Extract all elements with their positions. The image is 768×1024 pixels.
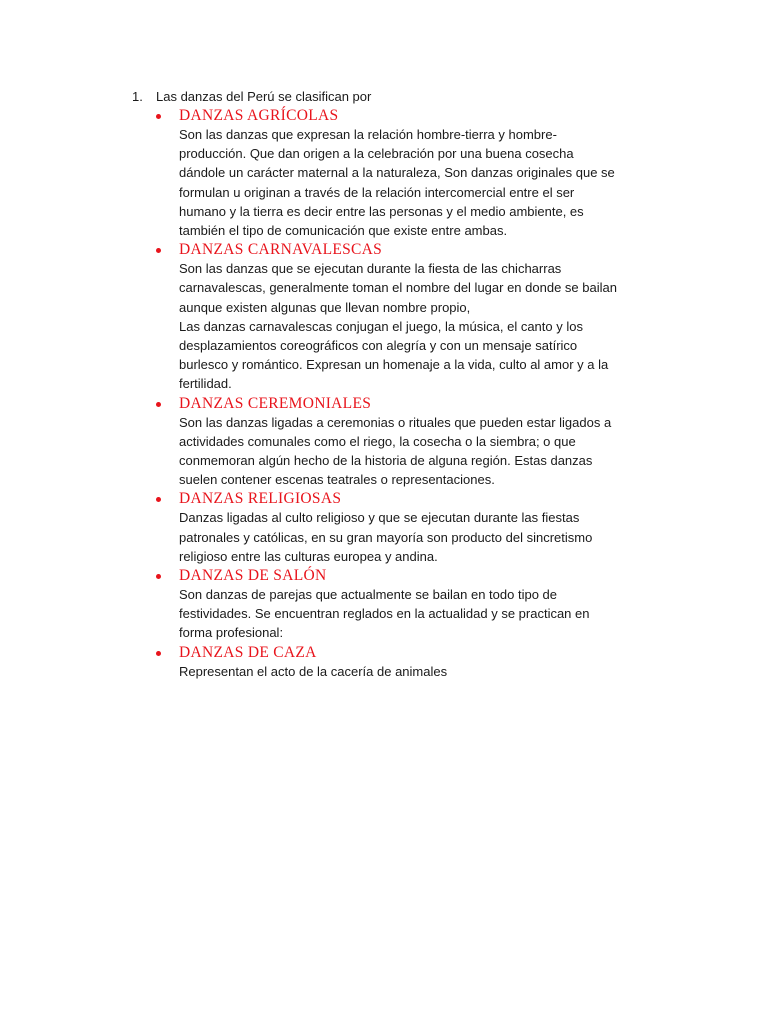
bullet-icon [156, 402, 161, 407]
text-line: Son las danzas ligadas a ceremonias o rituales que pueden estar ligados a [179, 414, 612, 430]
intro-line [132, 87, 371, 106]
section-ceremoniales [154, 394, 674, 490]
bullet-icon [156, 114, 161, 119]
text-line: aunque existen algunas que llevan nombre propio, [179, 299, 471, 315]
bullet-icon [156, 497, 161, 502]
section-heading: DANZAS CEREMONIALES [179, 394, 372, 412]
text-line: desplazamientos coreográficos con alegría y con un mensaje satírico [179, 338, 578, 354]
text-line: Representan el acto de la cacería de animales [179, 663, 448, 679]
text-line: festividades. Se encuentran reglados en la actualidad y se practican en [179, 606, 590, 622]
section-heading: DANZAS DE CAZA [179, 643, 317, 661]
section-heading: DANZAS DE SALÓN [179, 567, 327, 585]
section-heading: DANZAS CARNAVALESCAS [179, 241, 383, 259]
text-line: suelen contener escenas teatrales o representaciones. [179, 472, 495, 488]
bullet-icon [156, 574, 161, 579]
text-line: burlesco y romántico. Expresan un homenaje a la vida, culto al amor y a la [179, 357, 609, 373]
text-line: humano y la tierra es decir entre las personas y el medio ambiente, es [179, 203, 584, 219]
text-line: formulan u originan a través de la relación intercomercial entre el ser [179, 184, 575, 200]
intro-text: Las danzas del Perú se clasifican por [156, 89, 372, 104]
text-line: actividades comunales como el riego, la cosecha o la siembra; o que [179, 433, 576, 449]
text-line: Danzas ligadas al culto religioso y que se ejecutan durante las fiestas [179, 510, 580, 526]
text-line: también el tipo de comunicación que existe entre ambas. [179, 223, 508, 239]
section-caza [154, 643, 674, 681]
text-line: Son danzas de parejas que actualmente se bailan en todo tipo de [179, 587, 557, 603]
text-line: conmemoran algún hecho de la historia de alguna región. Estas danzas [179, 453, 593, 469]
text-line: Las danzas carnavalescas conjugan el juego, la música, el canto y los [179, 318, 583, 334]
text-line: forma profesional: [179, 625, 284, 641]
section-heading: DANZAS RELIGIOSAS [179, 490, 342, 508]
section-religiosas [154, 489, 674, 566]
section-salon [154, 566, 674, 643]
text-line: dándole un carácter maternal a la naturaleza, Son danzas originales que se [179, 165, 615, 181]
text-line: Son las danzas que se ejecutan durante la fiesta de las chicharras [179, 261, 562, 277]
section-agricolas [154, 106, 674, 240]
text-line: Son las danzas que expresan la relación hombre-tierra y hombre- [179, 127, 557, 142]
text-line: religioso entre las culturas europea y andina. [179, 548, 438, 564]
text-line: producción. Que dan origen a la celebración por una buena cosecha [179, 146, 574, 162]
bullet-icon [156, 651, 161, 656]
text-line: carnavalescas, generalmente toman el nombre del lugar en donde se bailan [179, 280, 617, 296]
section-carnavalescas [154, 240, 674, 393]
dance-categories-list [154, 106, 674, 681]
section-heading: DANZAS AGRÍCOLAS [179, 107, 339, 124]
list-number: 1. [132, 89, 143, 104]
text-line: patronales y católicas, en su gran mayoría son producto del sincretismo [179, 529, 593, 545]
text-line: fertilidad. [179, 376, 232, 392]
bullet-icon [156, 248, 161, 253]
